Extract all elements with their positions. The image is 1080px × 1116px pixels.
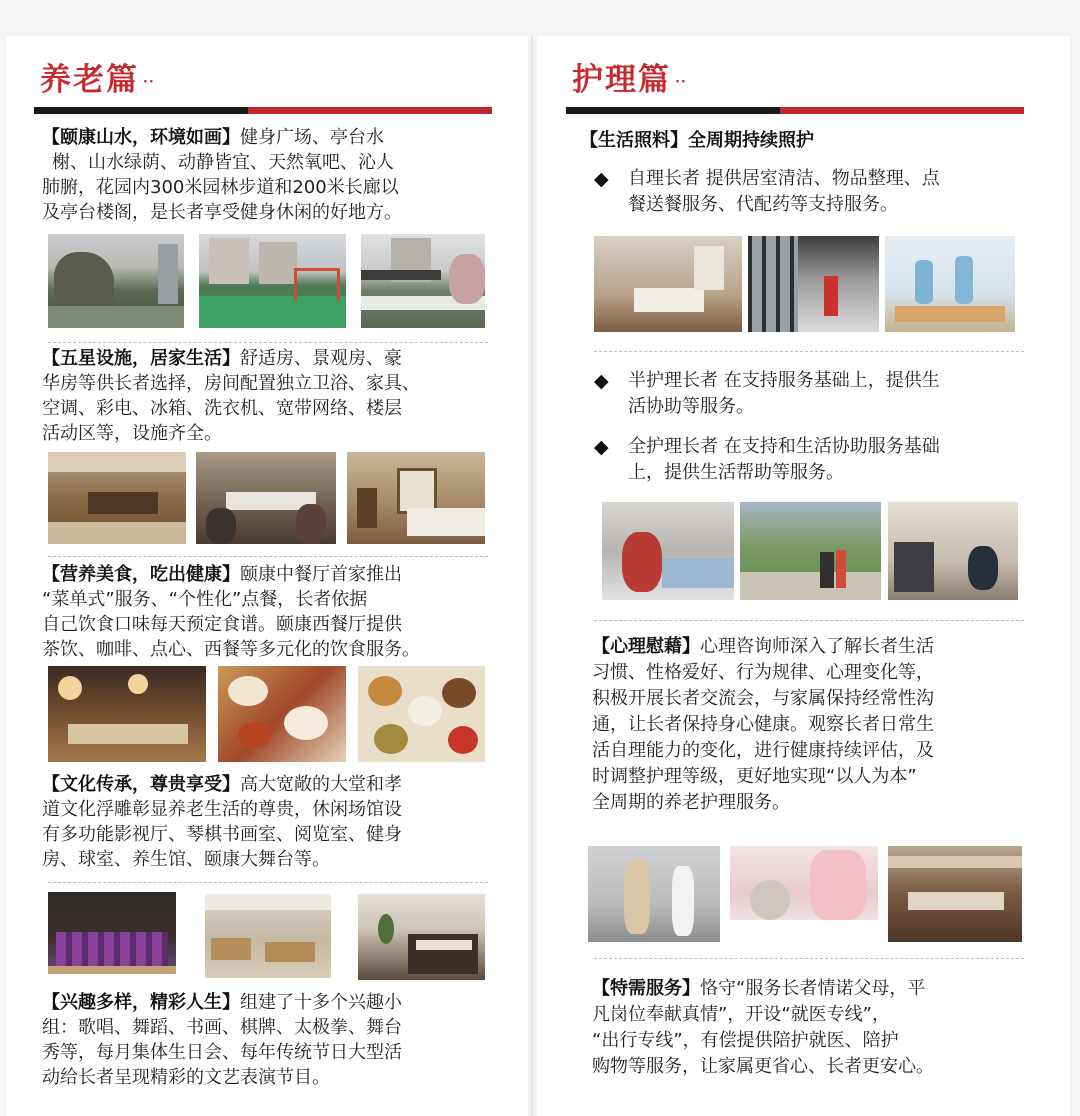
bullet-line: 全护理长者 在支持和生活协助服务基础 [628, 436, 940, 457]
bullet-line: 自理长者 提供居室清洁、物品整理、点 [628, 168, 940, 189]
photo-pavilion [361, 234, 485, 328]
care-lead-text: 【生活照料】全周期持续照护 [580, 130, 814, 151]
diamond-bullet-icon: ◆ [594, 436, 609, 458]
bullet-line: 半护理长者 在支持服务基础上，提供生 [628, 370, 940, 391]
left-separator [48, 342, 488, 343]
section-culture-line: 高大宽敞的大堂和孝 [240, 774, 402, 795]
section-scenery [42, 125, 512, 225]
bullet-line: 上，提供生活帮助等服务。 [628, 462, 844, 483]
left-separator [48, 556, 488, 557]
section-hobbies-line: 动给长者呈现精彩的文艺表演节目。 [42, 1067, 330, 1088]
section-hobbies-line: 组：歌唱、舞蹈、书画、棋牌、太极拳、舞台 [42, 1017, 402, 1038]
section-special-line: 恪守“服务长者情诺父母，平 [700, 978, 926, 999]
left-separator [48, 882, 488, 883]
section-scenery-line: 榭、山水绿荫、动静皆宜、天然氧吧、沁人 [52, 152, 394, 173]
photo-cleaning [748, 236, 879, 332]
section-special-line: 凡岗位奉献真情”，开设“就医专线”， [592, 1004, 890, 1025]
photo-outdoor-walk [740, 502, 881, 600]
section-culture [42, 772, 512, 872]
photo-restaurant [48, 666, 206, 762]
left-heading-dots: ·· [143, 73, 155, 90]
section-special-line: 购物等服务，让家属更省心、长者更安心。 [592, 1056, 934, 1077]
section-psych-line: 习惯、性格爱好、行为规律、心理变化等， [592, 662, 934, 683]
section-scenery-line: 及亭台楼阁，是长者享受健身休闲的好地方。 [42, 202, 402, 223]
right-separator [594, 351, 1024, 352]
photo-dishes [218, 666, 346, 762]
section-psych-line: 活自理能力的变化，进行健康持续评估，及 [592, 740, 934, 761]
right-heading-bar [566, 107, 1024, 114]
bullet-line: 活协助等服务。 [628, 396, 754, 417]
photo-reading-room [205, 894, 331, 978]
section-special-title: 【特需服务】 [592, 978, 700, 999]
section-facilities [42, 346, 512, 446]
section-hobbies [42, 990, 512, 1090]
section-dining-line: 自己饮食口味每天预定食谱。颐康西餐厅提供 [42, 614, 402, 635]
photo-nurse-caring [730, 846, 878, 942]
section-dining-line: 茶饮、咖啡、点心、西餐等多元化的饮食服务。 [42, 639, 420, 660]
section-hobbies-line: 组建了十多个兴趣小 [240, 992, 402, 1013]
section-facilities-line: 舒适房、景观房、豪 [240, 348, 402, 369]
right-heading [572, 54, 687, 99]
photo-walking-aid [588, 846, 720, 942]
section-psych [592, 634, 1042, 816]
section-hobbies-line: 秀等，每月集体生日会、每年传统节日大型活 [42, 1042, 402, 1063]
section-culture-line: 房、球室、养生馆、颐康大舞台等。 [42, 849, 330, 870]
section-psych-line: 时调整护理等级，更好地实现“以人为本” [592, 766, 917, 787]
section-psych-line: 心理咨询师深入了解长者生活 [700, 636, 934, 657]
section-facilities-title: 【五星设施，居家生活】 [42, 348, 240, 369]
right-separator [594, 958, 1024, 959]
photo-lobby [48, 452, 186, 544]
right-heading-dots: ·· [675, 73, 687, 90]
photo-family-meeting [888, 846, 1022, 942]
right-separator [594, 620, 1024, 621]
photo-stage-performance [48, 892, 176, 974]
section-culture-title: 【文化传承，尊贵享受】 [42, 774, 240, 795]
bullet-line: 餐送餐服务、代配药等支持服务。 [628, 194, 898, 215]
section-dining-line: “菜单式”服务、“个性化”点餐，长者依据 [42, 589, 368, 610]
photo-rehab-assist [888, 502, 1018, 600]
section-culture-line: 有多功能影视厅、琴棋书画室、阅览室、健身 [42, 824, 402, 845]
photo-grains [358, 666, 485, 762]
diamond-bullet-icon: ◆ [594, 168, 609, 190]
section-dining-title: 【营养美食，吃出健康】 [42, 564, 240, 585]
column-divider [531, 36, 533, 1116]
section-psych-title: 【心理慰藉】 [592, 636, 700, 657]
section-special-line: “出行专线”，有偿提供陪护就医、陪护 [592, 1030, 899, 1051]
section-facilities-line: 空调、彩电、冰箱、洗衣机、宽带网络、楼层 [42, 398, 402, 419]
left-heading-bar [34, 107, 492, 114]
section-scenery-line: 肺腑，花园内300米园林步道和200米长廊以 [42, 177, 399, 198]
section-psych-line: 全周期的养老护理服务。 [592, 792, 790, 813]
right-heading-text: 护理篇 [572, 62, 671, 98]
photo-fitness-square [199, 234, 346, 328]
section-scenery-title: 【颐康山水，环境如画】 [42, 127, 240, 148]
diamond-bullet-icon: ◆ [594, 370, 609, 392]
photo-guest-room [347, 452, 485, 544]
left-heading-text: 养老篇 [40, 62, 139, 98]
photo-meeting-hall [196, 452, 336, 544]
section-facilities-line: 华房等供长者选择，房间配置独立卫浴、家具、 [42, 373, 420, 394]
left-heading [40, 54, 155, 99]
section-culture-line: 道文化浮雕彰显养老生活的尊贵，休闲场馆设 [42, 799, 402, 820]
photo-rockery-garden [48, 234, 184, 328]
section-psych-line: 积极开展长者交流会，与家属保持经常性沟 [592, 688, 934, 709]
section-psych-line: 通，让长者保持身心健康。观察长者日常生 [592, 714, 934, 735]
section-dining [42, 562, 512, 662]
photo-bedside-care [602, 502, 734, 600]
care-lead [580, 128, 1040, 153]
photo-meal-service [885, 236, 1015, 332]
photo-lounge [358, 894, 485, 980]
section-hobbies-title: 【兴趣多样，精彩人生】 [42, 992, 240, 1013]
section-facilities-line: 活动区等，设施齐全。 [42, 423, 222, 444]
section-special [592, 976, 1042, 1080]
section-scenery-line: 健身广场、亭台水 [240, 127, 384, 148]
photo-care-room [594, 236, 742, 332]
section-dining-line: 颐康中餐厅首家推出 [240, 564, 402, 585]
